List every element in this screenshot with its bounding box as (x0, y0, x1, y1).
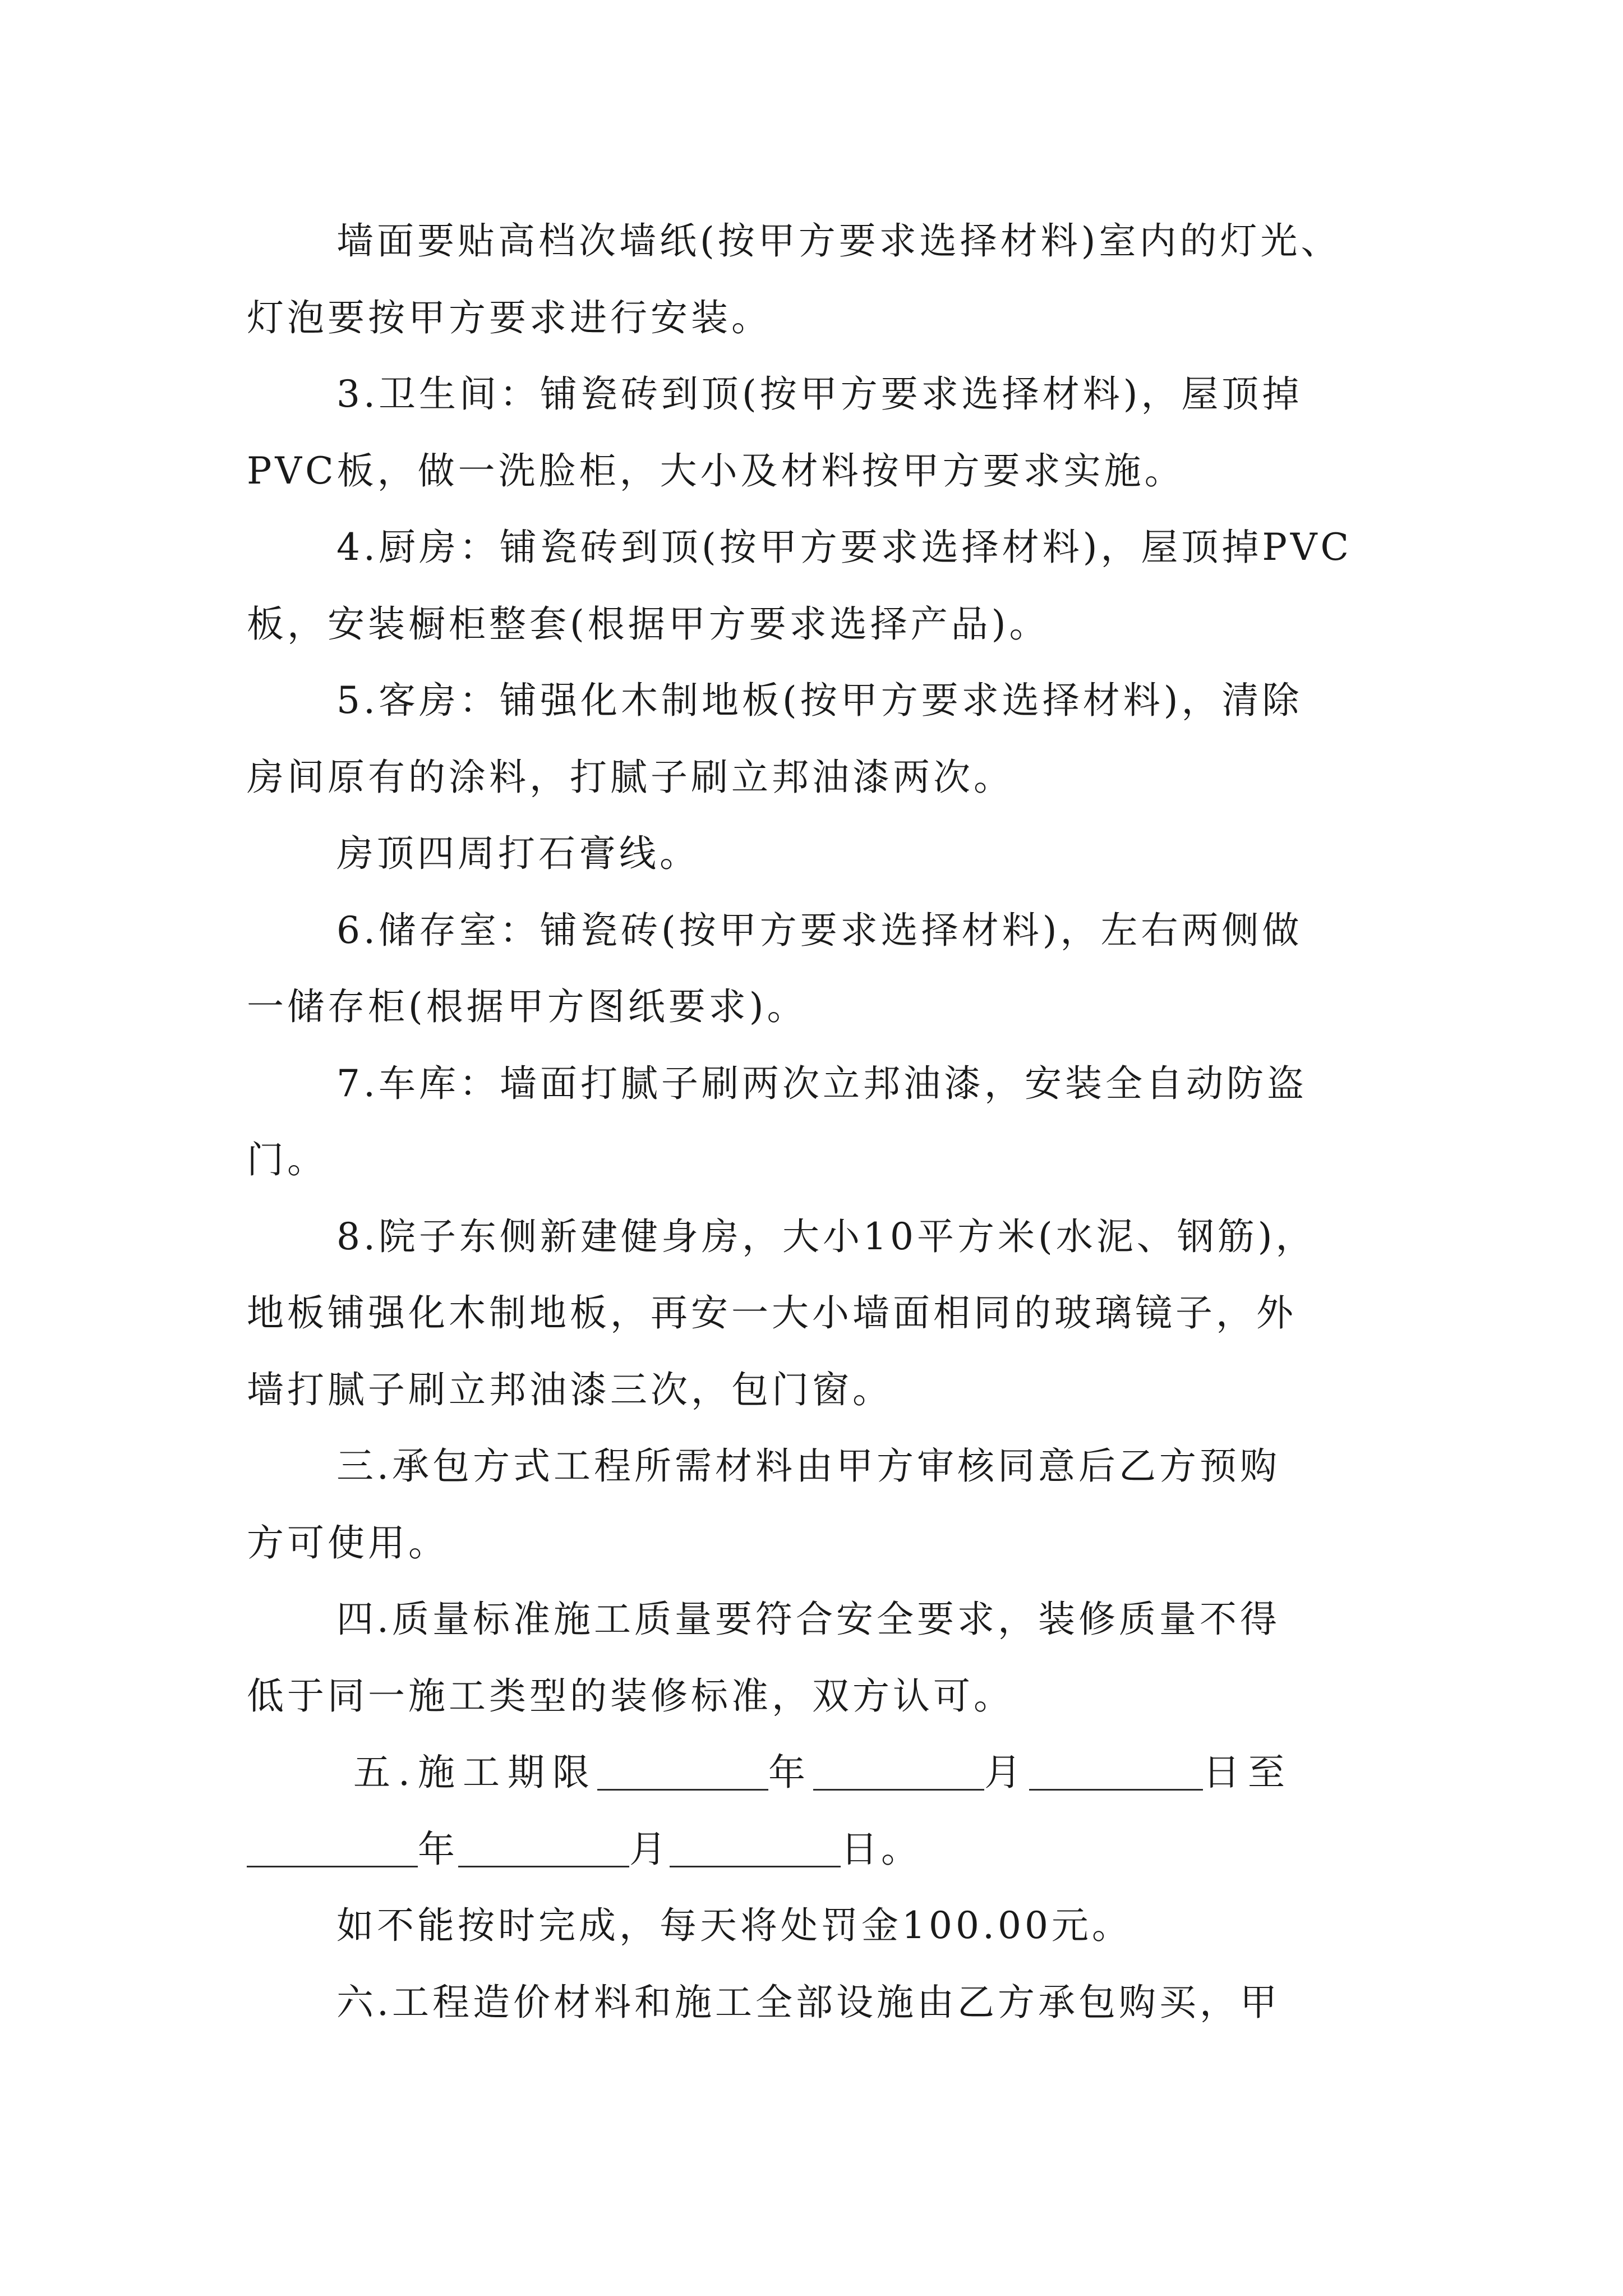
end-day-blank (670, 1822, 841, 1867)
paragraph-line: 地板铺强化木制地板，再安一大小墙面相同的玻璃镜子，外 (247, 1291, 1297, 1335)
paragraph-line: PVC板，做一洗脸柜，大小及材料按甲方要求实施。 (247, 449, 1185, 493)
paragraph-line: 8.院子东侧新建健身房，大小10平方米(水泥、钢筋)， (336, 1214, 1316, 1258)
start-year-blank (597, 1745, 768, 1791)
start-month-blank (813, 1745, 984, 1791)
penalty-line: 如不能按时完成，每天将处罚金100.00元。 (336, 1904, 1132, 1947)
document-body (247, 203, 1380, 2041)
paragraph-line: 3.卫生间：铺瓷砖到顶(按甲方要求选择材料)，屋顶掉 (336, 372, 1303, 416)
paragraph-line: 灯泡要按甲方要求进行安装。 (247, 296, 772, 339)
paragraph-line: 方可使用。 (247, 1521, 449, 1565)
paragraph-line: 6.储存室：铺瓷砖(按甲方要求选择材料)，左右两侧做 (336, 908, 1303, 952)
term-year-label: 年 (768, 1751, 813, 1794)
paragraph-line: 4.厨房：铺瓷砖到顶(按甲方要求选择材料)，屋顶掉PVC (336, 526, 1353, 569)
paragraph-line: 门。 (247, 1138, 328, 1181)
end-month-blank (458, 1822, 629, 1867)
end-year-blank (247, 1822, 418, 1867)
term-prefix: 五.施工期限 (353, 1751, 597, 1794)
paragraph-line: 四.质量标准施工质量要符合安全要求，装修质量不得 (336, 1598, 1280, 1641)
term-month-label: 月 (984, 1751, 1029, 1794)
paragraph-line: 房顶四周打石膏线。 (336, 832, 700, 875)
paragraph-line: 低于同一施工类型的装修标准，双方认可。 (247, 1674, 1014, 1718)
paragraph-line: 7.车库：墙面打腻子刷两次立邦油漆，安装全自动防盗 (336, 1061, 1307, 1105)
term-month-label-2: 月 (629, 1827, 670, 1871)
construction-term-line (247, 1734, 1380, 1811)
paragraph-line: 墙面要贴高档次墙纸(按甲方要求选择材料)室内的灯光、 (336, 219, 1341, 263)
paragraph-line: 房间原有的涂料，打腻子刷立邦油漆两次。 (247, 755, 1014, 799)
paragraph-line: 六.工程造价材料和施工全部设施由乙方承包购买，甲 (336, 1980, 1280, 2024)
paragraph-line: 三.承包方式工程所需材料由甲方审核同意后乙方预购 (336, 1444, 1280, 1488)
term-day-to-label: 日至 (1202, 1751, 1293, 1794)
term-day-end-label: 日。 (841, 1827, 921, 1871)
construction-term-line-2 (247, 1811, 1380, 1888)
paragraph-line: 5.客房：铺强化木制地板(按甲方要求选择材料)，清除 (336, 679, 1303, 722)
paragraph-line: 板，安装橱柜整套(根据甲方要求选择产品)。 (247, 602, 1050, 646)
start-day-blank (1029, 1745, 1203, 1791)
paragraph-line: 一储存柜(根据甲方图纸要求)。 (247, 985, 808, 1028)
term-year-label-2: 年 (418, 1827, 458, 1871)
paragraph-line: 墙打腻子刷立邦油漆三次，包门窗。 (247, 1368, 893, 1411)
